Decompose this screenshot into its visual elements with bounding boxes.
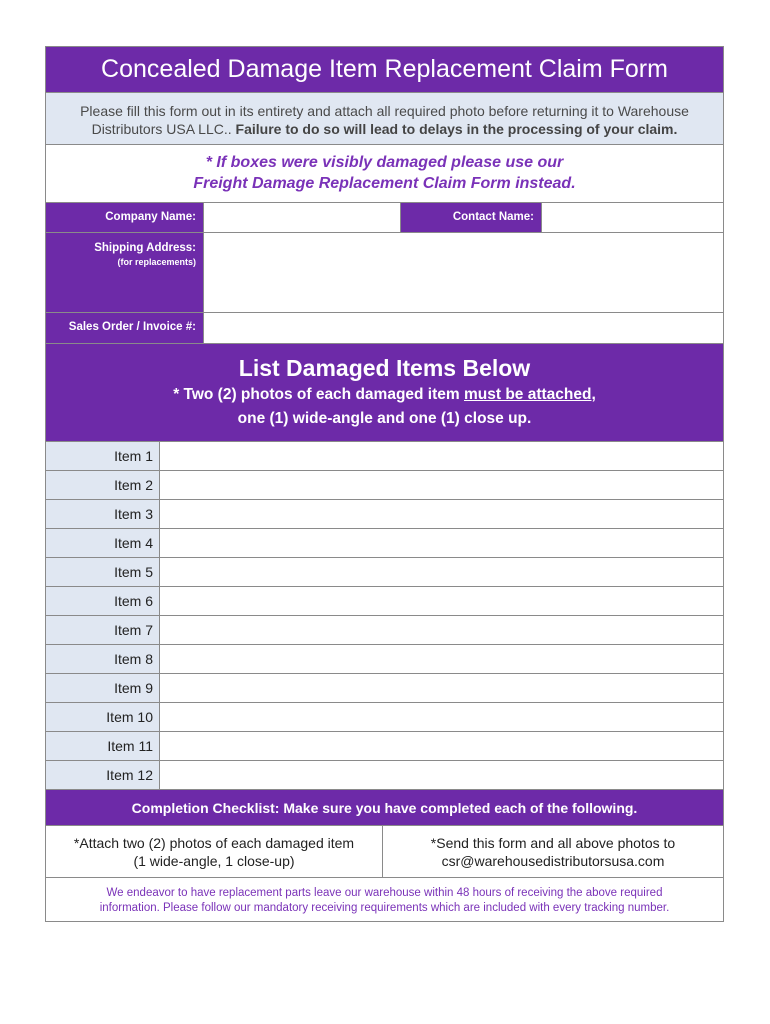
footer-line-1: We endeavor to have replacement parts leave our warehouse within 48 hours of receiving the above required	[106, 887, 663, 899]
contact-name-field[interactable]	[541, 203, 723, 232]
item-field[interactable]	[159, 616, 723, 644]
notice-line-2: Freight Damage Replacement Claim Form instead.	[193, 175, 576, 192]
item-label: Item 6	[46, 587, 159, 615]
photo-requirement-post: ,	[591, 386, 596, 403]
checklist-photos-line-1: *Attach two (2) photos of each damaged item	[73, 835, 355, 851]
item-label: Item 5	[46, 558, 159, 586]
company-name-field[interactable]	[203, 203, 400, 232]
sales-order-row	[46, 313, 723, 344]
item-row	[46, 732, 723, 761]
item-field[interactable]	[159, 471, 723, 499]
checklist-email[interactable]: csr@warehousedistributorsusa.com	[441, 853, 665, 869]
damaged-items-header	[46, 344, 723, 442]
item-row	[46, 529, 723, 558]
item-field[interactable]	[159, 558, 723, 586]
shipping-address-row	[46, 233, 723, 313]
company-name-label: Company Name:	[46, 203, 203, 232]
item-field[interactable]	[159, 587, 723, 615]
item-label: Item 12	[46, 761, 159, 789]
photo-requirement-line-2: one (1) wide-angle and one (1) close up.	[237, 410, 532, 427]
item-row	[46, 645, 723, 674]
item-label: Item 10	[46, 703, 159, 731]
damaged-items-heading: List Damaged Items Below	[238, 355, 531, 381]
intro-instructions: Please fill this form out in its entirety and attach all required photo before returning it to Warehouse Distributors USA LLC..	[80, 103, 689, 137]
item-label: Item 2	[46, 471, 159, 499]
intro-warning: Failure to do so will lead to delays in the processing of your claim.	[235, 121, 678, 137]
item-label: Item 9	[46, 674, 159, 702]
item-field[interactable]	[159, 442, 723, 470]
shipping-address-label	[46, 233, 203, 312]
shipping-address-field[interactable]	[203, 233, 723, 312]
item-field[interactable]	[159, 529, 723, 557]
item-field[interactable]	[159, 703, 723, 731]
item-label: Item 11	[46, 732, 159, 760]
item-field[interactable]	[159, 761, 723, 789]
shipping-address-sub: (for replacements)	[117, 257, 196, 267]
checklist-send	[382, 826, 723, 877]
item-label: Item 4	[46, 529, 159, 557]
company-contact-row	[46, 203, 723, 233]
item-field[interactable]	[159, 732, 723, 760]
checklist-row	[46, 826, 723, 878]
footer-line-2: information. Please follow our mandatory receiving requirements which are included with every tracking number.	[99, 902, 670, 914]
item-row	[46, 587, 723, 616]
item-label: Item 7	[46, 616, 159, 644]
item-label: Item 1	[46, 442, 159, 470]
photo-requirement-line-1	[46, 383, 723, 407]
item-label: Item 3	[46, 500, 159, 528]
sales-order-field[interactable]	[203, 313, 723, 343]
item-field[interactable]	[159, 645, 723, 673]
checklist-photos	[46, 826, 382, 877]
item-row	[46, 703, 723, 732]
sales-order-label: Sales Order / Invoice #:	[46, 313, 203, 343]
item-row	[46, 558, 723, 587]
intro-text	[46, 93, 723, 145]
item-row	[46, 471, 723, 500]
item-field[interactable]	[159, 674, 723, 702]
shipping-address-title: Shipping Address:	[94, 242, 196, 254]
form-title: Concealed Damage Item Replacement Claim Form	[46, 47, 723, 93]
item-row	[46, 616, 723, 645]
checklist-heading: Completion Checklist: Make sure you have completed each of the following.	[46, 790, 723, 826]
item-field[interactable]	[159, 500, 723, 528]
item-row	[46, 442, 723, 471]
contact-name-label: Contact Name:	[400, 203, 541, 232]
item-row	[46, 674, 723, 703]
footer-note	[46, 878, 723, 921]
claim-form	[45, 46, 724, 922]
checklist-photos-line-2: (1 wide-angle, 1 close-up)	[133, 853, 295, 869]
freight-notice	[46, 145, 723, 203]
checklist-send-line-1: *Send this form and all above photos to	[430, 835, 676, 851]
photo-requirement-pre: * Two (2) photos of each damaged item	[173, 386, 460, 403]
item-row	[46, 500, 723, 529]
photo-requirement-underlined: must be attached	[464, 386, 592, 403]
items-list	[46, 442, 723, 790]
item-row	[46, 761, 723, 790]
notice-line-1: * If boxes were visibly damaged please use our	[205, 154, 564, 171]
item-label: Item 8	[46, 645, 159, 673]
